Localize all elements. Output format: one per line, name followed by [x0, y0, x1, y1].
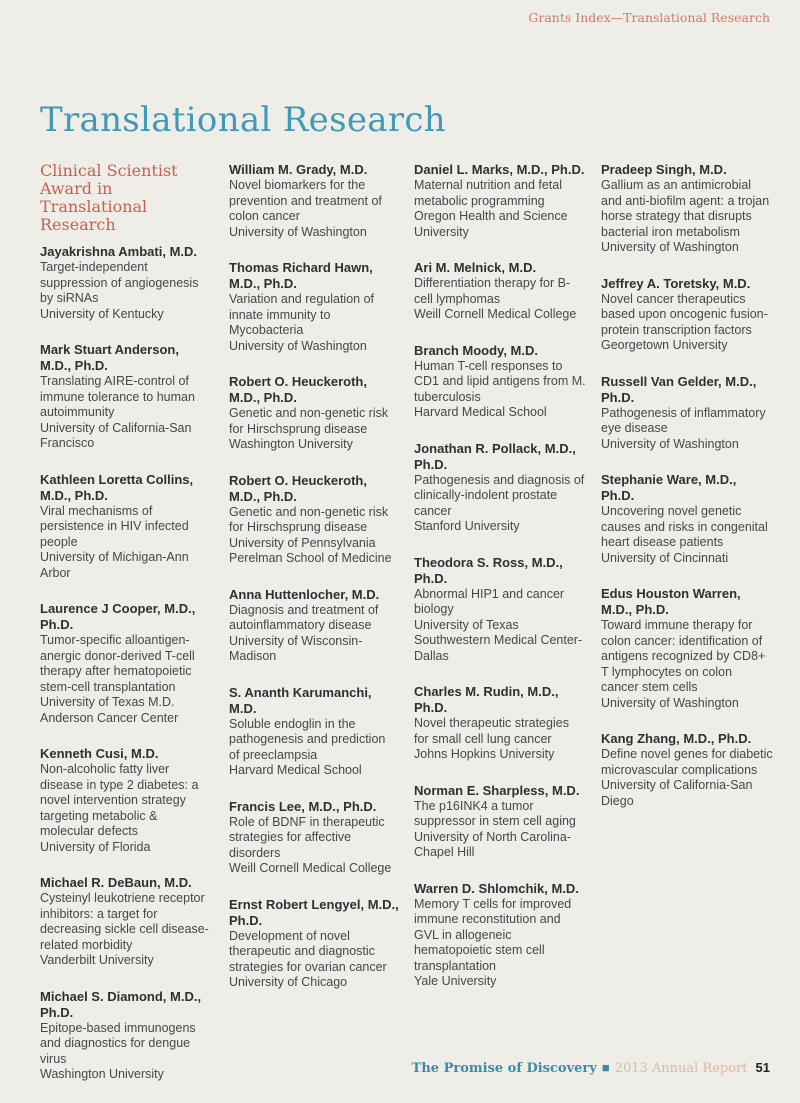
investigator-name: Stephanie Ware, M.D., Ph.D.	[601, 472, 737, 503]
project-title: Gallium as an antimicrobial and anti-biofilm agent: a trojan horse strategy that disrupts bacterial iron metabolism	[601, 178, 770, 239]
investigator-name: Jayakrishna Ambati, M.D.	[40, 244, 198, 259]
project-title: Human T-cell responses to CD1 and lipid antigens from M. tuberculosis	[414, 358, 586, 404]
investigator-name: Anna Huttenlocher, M.D.	[229, 586, 380, 602]
investigator-name: Thomas Richard Hawn, M.D., Ph.D.	[229, 260, 373, 291]
project-title: Genetic and non-genetic risk for Hirschsprung disease	[229, 504, 389, 534]
grant-entry	[414, 783, 586, 861]
footer-report: 2013 Annual Report	[614, 1061, 748, 1076]
grant-entry	[601, 162, 773, 256]
investigator-name: Edus Houston Warren, M.D., Ph.D.	[601, 586, 741, 617]
grant-entry	[414, 162, 586, 240]
investigator-name: Russell Van Gelder, M.D., Ph.D.	[601, 373, 757, 405]
page-title: Translational Research	[40, 100, 446, 140]
project-title: Viral mechanisms of persistence in HIV infected people	[40, 503, 189, 549]
institution: Georgetown University	[601, 338, 728, 352]
project-title: Soluble endoglin in the pathogenesis and prediction of preeclampsia	[229, 716, 386, 762]
grant-entry	[414, 881, 586, 990]
column-3	[414, 162, 586, 1010]
investigator-name: Laurence J Cooper, M.D., Ph.D.	[40, 601, 196, 632]
institution: Washington University	[229, 437, 353, 451]
grant-entry	[40, 342, 212, 452]
investigator-name: S. Ananth Karumanchi, M.D.	[229, 684, 372, 716]
investigator-name: Pradeep Singh, M.D.	[601, 162, 727, 177]
grant-entry	[40, 875, 212, 969]
institution: University of Florida	[40, 839, 151, 854]
project-title: Memory T cells for improved immune reconstitution and GVL in allogeneic hematopoietic stem cell transplantation	[414, 896, 572, 973]
institution: University of Michigan-Ann Arbor	[40, 550, 189, 580]
investigator-name: Robert O. Heuckeroth, M.D., Ph.D.	[229, 374, 367, 405]
project-title: Novel biomarkers for the prevention and treatment of colon cancer	[229, 178, 382, 223]
project-title: Uncovering novel genetic causes and risks in congenital heart disease patients	[601, 504, 768, 549]
project-title: Variation and regulation of innate immunity to Mycobacteria	[229, 292, 375, 337]
investigator-name: Mark Stuart Anderson, M.D., Ph.D.	[40, 342, 179, 373]
project-title: Novel therapeutic strategies for small cell lung cancer	[414, 716, 569, 746]
grant-entry	[414, 441, 586, 535]
project-title: Pathogenesis and diagnosis of clinically-indolent prostate cancer	[414, 472, 585, 518]
institution: University of Chicago	[229, 975, 348, 989]
project-title: Translating AIRE-control of immune tolerance to human autoimmunity	[40, 374, 195, 419]
section-heading: Clinical Scientist Award in Translational Research	[40, 161, 178, 234]
grant-entry	[40, 472, 212, 582]
institution: University of Kentucky	[40, 306, 164, 321]
footer-title: The Promise of Discovery	[411, 1061, 597, 1076]
project-title: Development of novel therapeutic and diagnostic strategies for ovarian cancer	[229, 928, 387, 974]
project-title: Differentiation therapy for B-cell lymphomas	[414, 276, 571, 306]
grant-entry	[414, 260, 586, 323]
institution: Vanderbilt University	[40, 953, 154, 967]
project-title: Cysteinyl leukotriene receptor inhibitors: a target for decreasing sickle cell disease-related morbidity	[40, 891, 209, 952]
institution: Weill Cornell Medical College	[414, 307, 577, 321]
grant-entry	[229, 374, 399, 453]
institution: University of California-San Francisco	[40, 420, 192, 450]
grant-entry	[229, 162, 399, 240]
institution: Weill Cornell Medical College	[229, 861, 392, 875]
grant-entry	[601, 586, 773, 711]
grant-entry	[414, 684, 586, 763]
project-title: Diagnosis and treatment of autoinflammatory disease	[229, 602, 379, 632]
institution: University of Pennsylvania Perelman School of Medicine	[229, 535, 392, 565]
institution: University of Washington	[601, 436, 739, 451]
grant-entry	[601, 276, 773, 354]
institution: University of Washington	[229, 224, 367, 239]
project-title: Tumor-specific alloantigen-anergic donor-derived T-cell therapy after hematopoietic stem-cell transplantation	[40, 633, 195, 694]
project-title: Epitope-based immunogens and diagnostics for dengue virus	[40, 1020, 196, 1066]
grant-entry	[229, 897, 399, 991]
investigator-name: Charles M. Rudin, M.D., Ph.D.	[414, 684, 559, 715]
investigator-name: Branch Moody, M.D.	[414, 342, 538, 358]
project-title: Maternal nutrition and fetal metabolic programming	[414, 178, 563, 208]
investigator-name: Michael S. Diamond, M.D., Ph.D.	[40, 988, 202, 1020]
institution: University of Washington	[229, 338, 367, 353]
investigator-name: Kathleen Loretta Collins, M.D., Ph.D.	[40, 471, 194, 503]
grant-entry	[229, 799, 399, 877]
institution: Oregon Health and Science University	[414, 209, 568, 239]
grant-entry	[229, 685, 399, 779]
grant-entry	[40, 601, 212, 726]
grant-entry	[414, 555, 586, 665]
investigator-name: Theodora S. Ross, M.D., Ph.D.	[414, 554, 563, 586]
investigator-name: Ernst Robert Lengyel, M.D., Ph.D.	[229, 896, 399, 928]
grant-entry	[40, 746, 212, 855]
institution: Washington University	[40, 1067, 164, 1081]
institution: University of Washington	[601, 695, 739, 710]
project-title: Pathogenesis of inflammatory eye disease	[601, 405, 766, 435]
institution: Johns Hopkins University	[414, 747, 555, 761]
project-title: Genetic and non-genetic risk for Hirschsprung disease	[229, 406, 389, 436]
grant-entry	[229, 260, 399, 354]
institution: Stanford University	[414, 519, 520, 533]
institution: University of Texas M.D. Anderson Cancer Center	[40, 695, 179, 725]
grant-entry	[40, 989, 212, 1083]
investigator-name: Norman E. Sharpless, M.D.	[414, 782, 580, 798]
institution: Harvard Medical School	[229, 763, 362, 777]
institution: University of Texas Southwestern Medical Center-Dallas	[414, 617, 583, 663]
grant-entry	[601, 472, 773, 566]
page-number: 51	[755, 1060, 770, 1075]
project-title: Role of BDNF in therapeutic strategies for affective disorders	[229, 814, 385, 860]
institution: University of North Carolina-Chapel Hill	[414, 829, 571, 859]
grant-entry	[601, 374, 773, 453]
investigator-name: William M. Grady, M.D.	[229, 162, 368, 177]
investigator-name: Warren D. Shlomchik, M.D.	[414, 880, 579, 896]
grant-entry	[601, 731, 773, 809]
investigator-name: Kenneth Cusi, M.D.	[40, 746, 159, 761]
column-1	[40, 162, 212, 1103]
project-title: The p16INK4 a tumor suppressor in stem cell aging	[414, 798, 576, 828]
footer-bullet: ■	[601, 1060, 610, 1075]
investigator-name: Daniel L. Marks, M.D., Ph.D.	[414, 162, 585, 177]
investigator-name: Robert O. Heuckeroth, M.D., Ph.D.	[229, 472, 367, 504]
institution: Harvard Medical School	[414, 405, 547, 419]
investigator-name: Kang Zhang, M.D., Ph.D.	[601, 731, 752, 746]
project-title: Non-alcoholic fatty liver disease in type 2 diabetes: a novel intervention strategy targeting metabolic & molecular defects	[40, 762, 199, 838]
running-header: Grants Index—Translational Research	[528, 10, 770, 25]
grant-entry	[229, 473, 399, 567]
institution: University of Washington	[601, 240, 739, 254]
column-2	[229, 162, 399, 1011]
institution: University of Cincinnati	[601, 550, 729, 565]
institution: University of Wisconsin-Madison	[229, 633, 363, 663]
grant-entry	[229, 587, 399, 665]
project-title: Toward immune therapy for colon cancer: identification of antigens recognized by CD8+ T lymphocytes on colon cancer stem cells	[601, 618, 766, 694]
investigator-name: Michael R. DeBaun, M.D.	[40, 875, 192, 890]
investigator-name: Jonathan R. Pollack, M.D., Ph.D.	[414, 440, 576, 472]
institution: University of California-San Diego	[601, 778, 753, 808]
institution: Yale University	[414, 974, 497, 988]
page-footer	[412, 1060, 770, 1076]
grant-entry	[414, 343, 586, 421]
investigator-name: Jeffrey A. Toretsky, M.D.	[601, 275, 751, 291]
project-title: Target-independent suppression of angiogenesis by siRNAs	[40, 260, 199, 305]
grant-entry	[40, 244, 212, 322]
project-title: Abnormal HIP1 and cancer biology	[414, 586, 565, 616]
investigator-name: Francis Lee, M.D., Ph.D.	[229, 798, 377, 814]
investigator-name: Ari M. Melnick, M.D.	[414, 260, 537, 275]
project-title: Define novel genes for diabetic microvascular complications	[601, 747, 773, 777]
column-4	[601, 162, 773, 829]
project-title: Novel cancer therapeutics based upon oncogenic fusion-protein transcription factors	[601, 291, 768, 337]
